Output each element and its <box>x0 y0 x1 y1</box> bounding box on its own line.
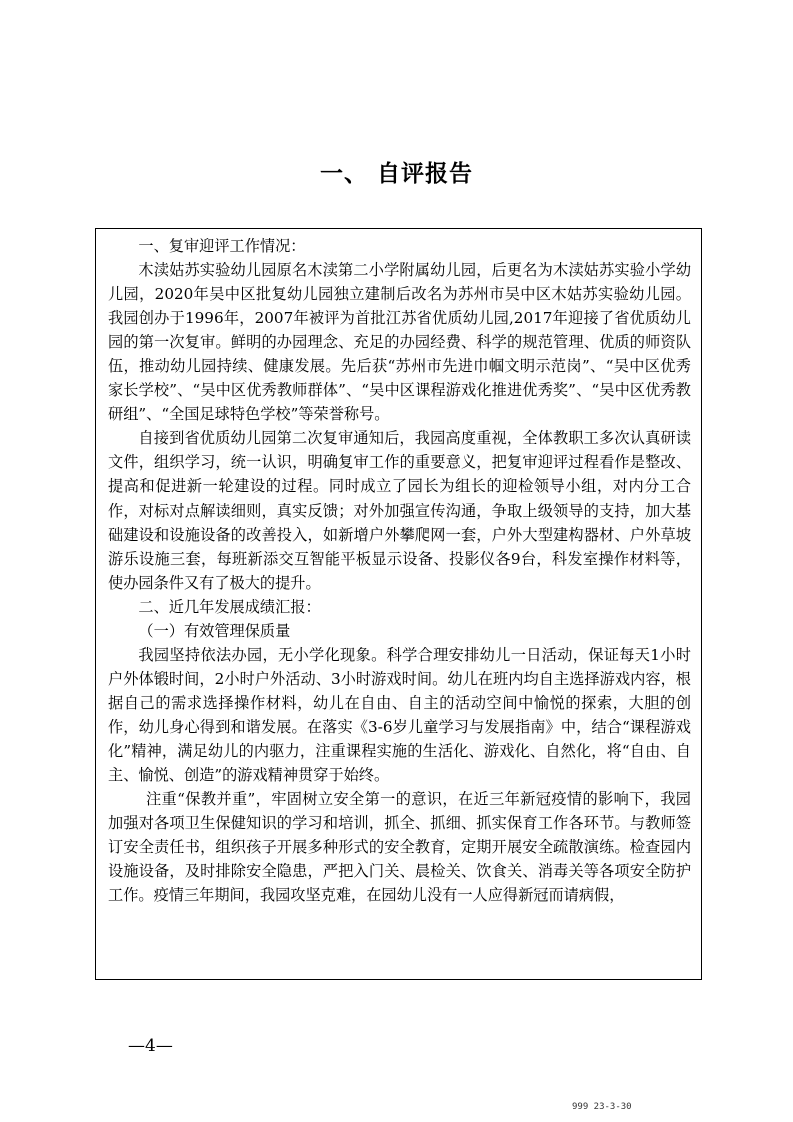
page-number: —4— <box>128 1036 173 1056</box>
paragraph: 自接到省优质幼儿园第二次复审通知后，我园高度重视，全体教职工多次认真研读文件，组织学习，统一认识，明确复审工作的重要意义，把复审迎评过程看作是整改、提高和促进新一轮建设的过程。同时成立了园长为组长的迎检领导小组，对内分工合作，对标对点解读细则，真实反馈；对外加强宣传沟通，争取上级领导的支持，加大基础建设和设施设备的改善投入，如新增户外攀爬网一套，户外大型建构器材、户外草坡游乐设施三套，每班新添交互智能平板显示设备、投影仪各9台，科发室操作材料等，使办园条件又有了极大的提升。 <box>108 429 691 592</box>
page-title: 一、 自评报告 <box>319 161 473 187</box>
subsection-heading: （一）有效管理保质量 <box>138 621 291 640</box>
section-heading-2: 二、近几年发展成绩汇报： <box>138 597 321 616</box>
paragraph: 注重“保教并重”，牢固树立安全第一的意识，在近三年新冠疫情的影响下，我园加强对各项卫生保健知识的学习和培训，抓全、抓细、抓实保育工作各环节。与教师签订安全责任书，组织孩子开展多种形式的安全教育，定期开展安全疏散演练。检查园内设施设备，及时排除安全隐患，严把入门关、晨检关、饮食关、消毒关等各项安全防护工作。疫情三年期间，我园攻坚克难，在园幼儿没有一人应得新冠而请病假， <box>108 790 691 905</box>
report-body <box>108 234 691 907</box>
paragraph: 我园坚持依法办园，无小学化现象。科学合理安排幼儿一日活动，保证每天1小时户外体锻时间，2小时户外活动、3小时游戏时间。幼儿在班内均自主选择游戏内容，根据自己的需求选择操作材料，幼儿在自由、自主的活动空间中愉悦的探索，大胆的创作，幼儿身心得到和谐发展。在落实《3-6岁儿童学习与发展指南》中，结合“课程游戏化”精神，满足幼儿的内驱力，注重课程实施的生活化、游戏化、自然化，将“自由、自主、愉悦、创造”的游戏精神贯穿于始终。 <box>108 645 691 785</box>
footer-stamp: 999 23-3-30 <box>572 1102 632 1112</box>
report-frame <box>95 228 702 980</box>
paragraph: 木渎姑苏实验幼儿园原名木渎第二小学附属幼儿园，后更名为木渎姑苏实验小学幼儿园，2020年吴中区批复幼儿园独立建制后改名为苏州市吴中区木姑苏实验幼儿园。我园创办于1996年，2007年被评为首批江苏省优质幼儿园,2017年迎接了省优质幼儿园的第一次复审。鲜明的办园理念、充足的办园经费、科学的规范管理、优质的师资队伍，推动幼儿园持续、健康发展。先后获“苏州市先进巾帼文明示范岗”、“吴中区优秀家长学校”、“吴中区优秀教师群体”、“吴中区课程游戏化推进优秀奖”、“吴中区优秀教研组”、“全国足球特色学校”等荣誉称号。 <box>108 261 691 424</box>
section-heading-1: 一、复审迎评工作情况： <box>138 237 306 255</box>
